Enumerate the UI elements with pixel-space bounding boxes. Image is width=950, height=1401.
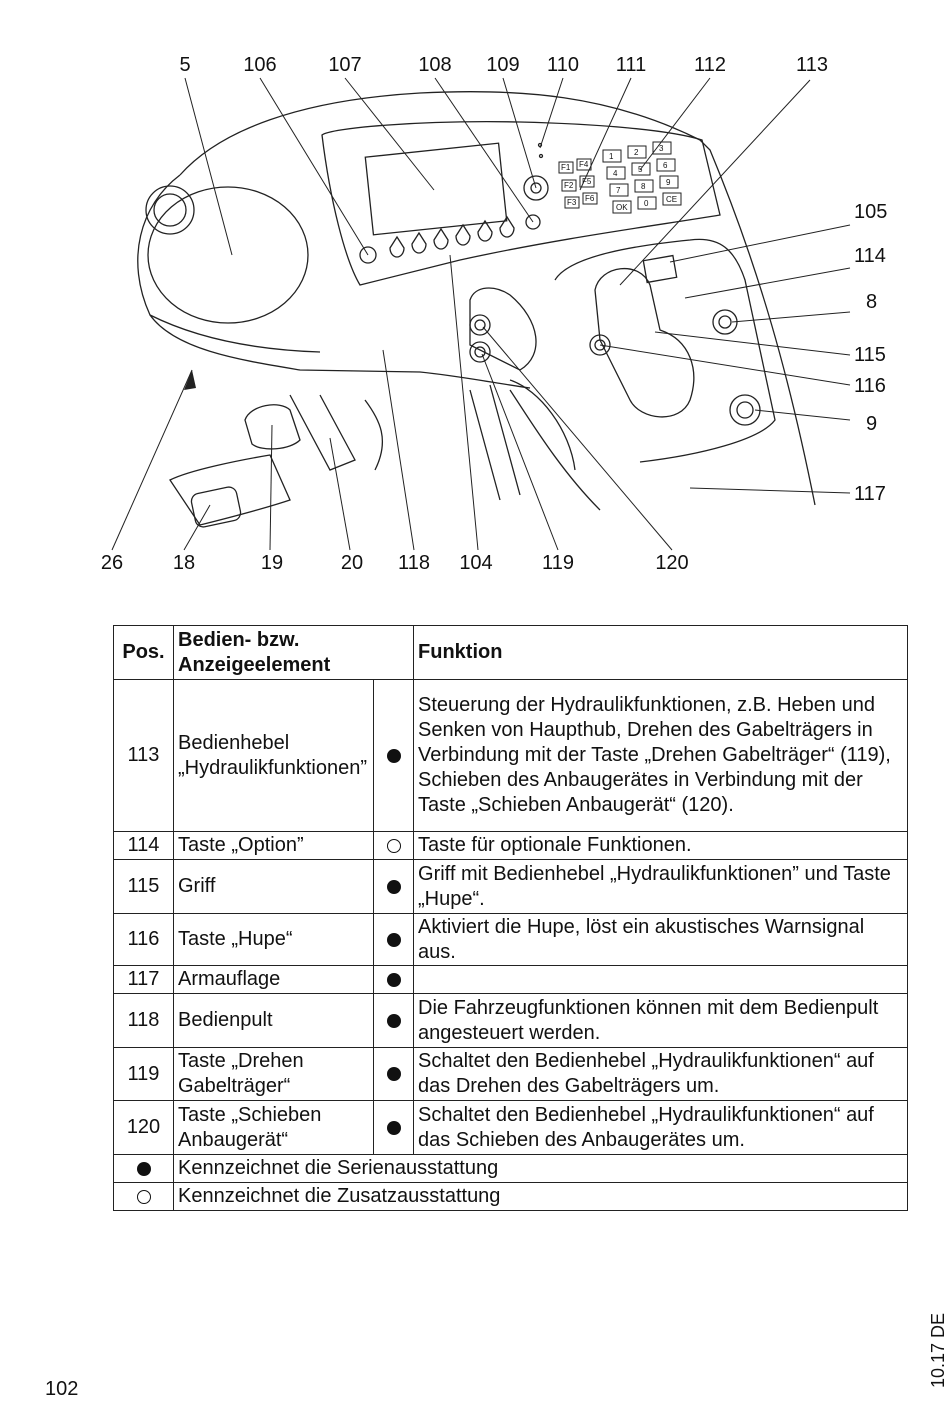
document-code: 10.17 DE <box>928 1312 948 1388</box>
page-number: 102 <box>45 1378 79 1400</box>
row-mark <box>374 914 414 966</box>
key-2: 2 <box>634 148 639 157</box>
row-element: Taste „Option” <box>174 832 374 860</box>
callout-19: 19 <box>260 552 284 574</box>
callout-113: 113 <box>796 54 828 76</box>
standard-equipment-icon <box>387 1014 401 1028</box>
standard-equipment-icon <box>387 1067 401 1081</box>
row-function: Schaltet den Bedienhebel „Hydraulikfunktionen“ auf das Drehen des Gabelträgers um. <box>414 1048 908 1101</box>
callout-9: 9 <box>866 413 878 435</box>
display-buttons <box>390 217 514 257</box>
standard-equipment-icon <box>387 749 401 763</box>
legend-mark <box>114 1183 174 1211</box>
row-function <box>414 966 908 994</box>
callout-105: 105 <box>854 201 888 223</box>
row-pos: 117 <box>114 966 174 994</box>
key-ok: OK <box>616 203 628 212</box>
key-f6: F6 <box>585 194 595 203</box>
legend-mark <box>114 1155 174 1183</box>
row-mark <box>374 966 414 994</box>
row-pos: 114 <box>114 832 174 860</box>
callout-119: 119 <box>542 552 574 574</box>
callout-104: 104 <box>459 552 493 574</box>
row-function: Steuerung der Hydraulikfunktionen, z.B. Heben und Senken von Haupthub, Drehen des Gabelträgers in Verbindung mit der Taste „Drehen Gabelträger“ (119), Schieben des Anbaugerätes in Verbindung mit der Taste „Schieben Anbaugerät“ (120). <box>414 680 908 832</box>
table-row <box>114 832 908 860</box>
callout-114: 114 <box>854 245 886 267</box>
callout-115: 115 <box>854 344 886 366</box>
control-panel-drawing <box>0 0 950 600</box>
callout-106: 106 <box>243 54 277 76</box>
control-panel-figure <box>0 0 950 600</box>
row-mark <box>374 994 414 1048</box>
callout-120: 120 <box>655 552 689 574</box>
optional-equipment-icon <box>387 839 401 853</box>
table-row <box>114 1101 908 1155</box>
row-mark <box>374 1048 414 1101</box>
header-element: Bedien- bzw. Anzeigeelement <box>174 626 414 680</box>
key-f5: F5 <box>582 177 592 186</box>
callout-117: 117 <box>854 483 886 505</box>
header-pos: Pos. <box>114 626 174 680</box>
leader-lines <box>112 78 850 550</box>
row-pos: 119 <box>114 1048 174 1101</box>
callout-116: 116 <box>854 375 886 397</box>
table-row <box>114 966 908 994</box>
row-element: Bedienhebel „Hydraulikfunktionen” <box>174 680 374 832</box>
row-pos: 115 <box>114 860 174 914</box>
table-row <box>114 994 908 1048</box>
key-0: 0 <box>644 199 649 208</box>
legend-text: Kennzeichnet die Serienausstattung <box>174 1155 908 1183</box>
steering-knob <box>146 186 194 234</box>
row-element: Taste „Schieben Anbaugerät“ <box>174 1101 374 1155</box>
key-5: 5 <box>638 165 643 174</box>
key-7: 7 <box>616 186 621 195</box>
row-function: Griff mit Bedienhebel „Hydraulikfunktionen” und Taste „Hupe“. <box>414 860 908 914</box>
row-element: Taste „Drehen Gabelträger“ <box>174 1048 374 1101</box>
standard-equipment-icon <box>387 973 401 987</box>
callout-110: 110 <box>547 54 579 76</box>
row-element: Griff <box>174 860 374 914</box>
callout-107: 107 <box>328 54 362 76</box>
callout-18: 18 <box>172 552 196 574</box>
header-function: Funktion <box>414 626 908 680</box>
row-element: Bedienpult <box>174 994 374 1048</box>
legend-row <box>114 1155 908 1183</box>
button-119 <box>470 342 490 362</box>
standard-equipment-icon <box>137 1162 151 1176</box>
table-header-row <box>114 626 908 680</box>
row-function: Aktiviert die Hupe, löst ein akustisches Warnsignal aus. <box>414 914 908 966</box>
row-pos: 116 <box>114 914 174 966</box>
row-mark <box>374 832 414 860</box>
row-element: Armauflage <box>174 966 374 994</box>
steering-knob-disc <box>148 187 308 323</box>
table-row <box>114 680 908 832</box>
row-function: Taste für optionale Funktionen. <box>414 832 908 860</box>
key-f3: F3 <box>567 198 577 207</box>
key-6: 6 <box>663 161 668 170</box>
callout-118: 118 <box>398 552 430 574</box>
pedal-20 <box>290 395 355 470</box>
row-mark <box>374 860 414 914</box>
pedal-19 <box>245 405 300 449</box>
optional-equipment-icon <box>137 1190 151 1204</box>
key-f4: F4 <box>579 160 589 169</box>
row-function: Die Fahrzeugfunktionen können mit dem Bedienpult angesteuert werden. <box>414 994 908 1048</box>
key-f1: F1 <box>561 163 571 172</box>
key-8: 8 <box>641 182 646 191</box>
row-pos: 118 <box>114 994 174 1048</box>
standard-equipment-icon <box>387 933 401 947</box>
callout-112: 112 <box>694 54 726 76</box>
function-table <box>113 625 908 1211</box>
callout-111: 111 <box>615 54 647 76</box>
table-row <box>114 914 908 966</box>
callout-26: 26 <box>100 552 124 574</box>
row-mark <box>374 1101 414 1155</box>
key-3: 3 <box>659 144 664 153</box>
callout-109: 109 <box>486 54 520 76</box>
callout-20: 20 <box>340 552 364 574</box>
callout-108: 108 <box>418 54 452 76</box>
key-4: 4 <box>613 169 618 178</box>
standard-equipment-icon <box>387 880 401 894</box>
key-9: 9 <box>666 178 671 187</box>
key-1: 1 <box>609 152 614 161</box>
row-function: Schaltet den Bedienhebel „Hydraulikfunktionen“ auf das Schieben des Anbaugerätes um. <box>414 1101 908 1155</box>
callout-5: 5 <box>179 54 191 76</box>
legend-text: Kennzeichnet die Zusatzausstattung <box>174 1183 908 1211</box>
row-mark <box>374 680 414 832</box>
legend-row <box>114 1183 908 1211</box>
key-ce: CE <box>666 195 678 204</box>
row-element: Taste „Hupe“ <box>174 914 374 966</box>
table-row <box>114 860 908 914</box>
table-row <box>114 1048 908 1101</box>
row-pos: 120 <box>114 1101 174 1155</box>
row-pos: 113 <box>114 680 174 832</box>
callout-8: 8 <box>866 291 878 313</box>
key-f2: F2 <box>564 181 574 190</box>
standard-equipment-icon <box>387 1121 401 1135</box>
console-outline <box>180 92 815 505</box>
